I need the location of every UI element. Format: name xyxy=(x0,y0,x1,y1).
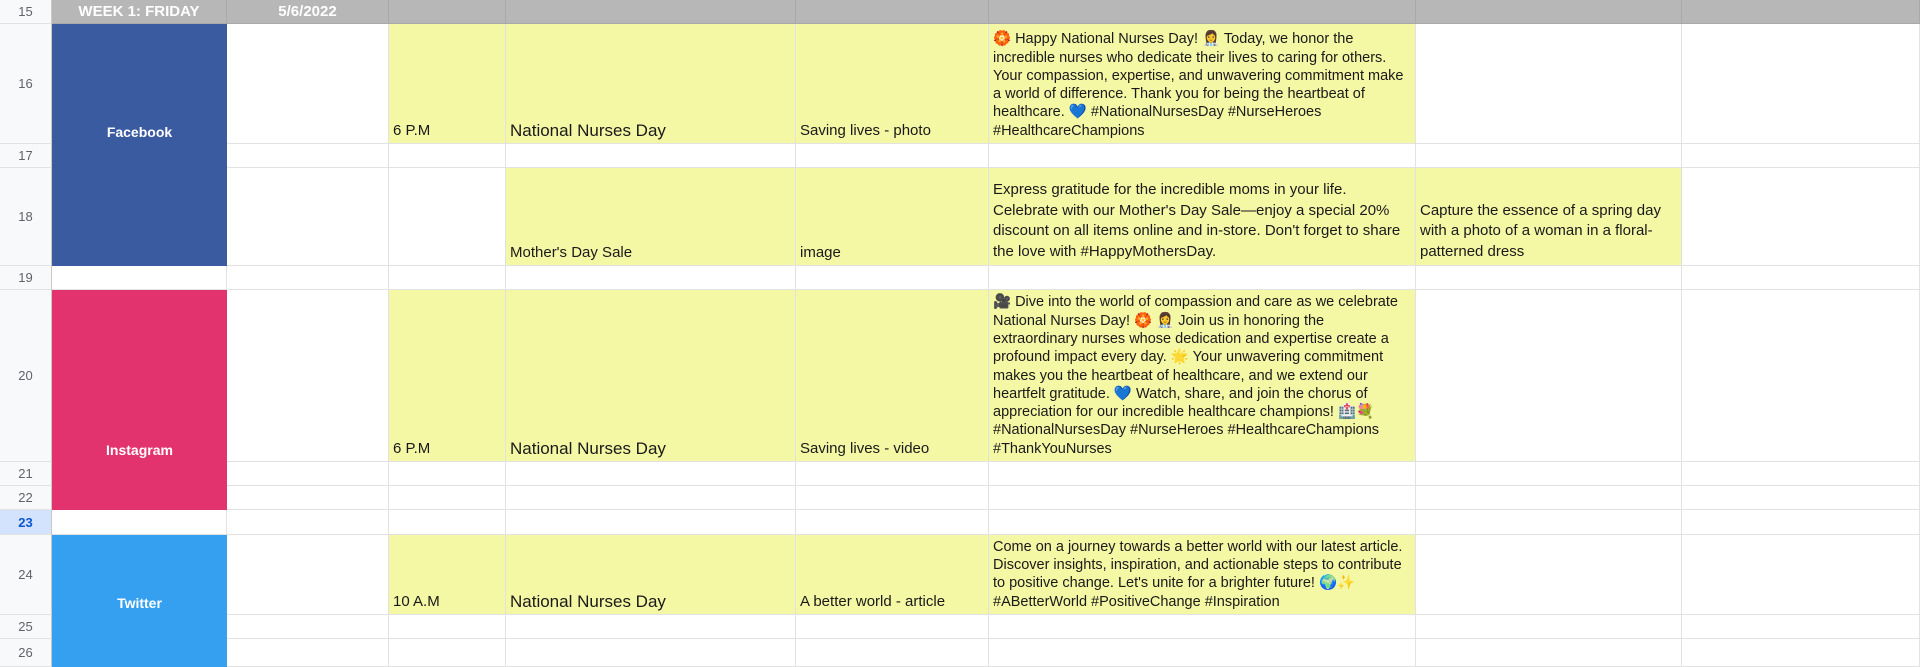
cell[interactable] xyxy=(796,266,989,290)
row-header-17[interactable]: 17 xyxy=(0,144,52,168)
cell[interactable] xyxy=(52,510,227,535)
post-title-cell[interactable]: National Nurses Day xyxy=(506,535,796,615)
date-cell[interactable]: 5/6/2022 xyxy=(227,0,389,24)
cell[interactable] xyxy=(796,486,989,510)
cell[interactable] xyxy=(1416,535,1682,615)
cell[interactable] xyxy=(796,615,989,639)
cell[interactable] xyxy=(989,510,1416,535)
platform-twitter[interactable]: Twitter xyxy=(52,535,227,615)
cell[interactable] xyxy=(1682,290,1920,462)
cell[interactable] xyxy=(989,615,1416,639)
cell[interactable] xyxy=(227,615,389,639)
header-cell[interactable] xyxy=(989,0,1416,24)
cell[interactable] xyxy=(1682,510,1920,535)
cell[interactable] xyxy=(989,266,1416,290)
row-header-25[interactable]: 25 xyxy=(0,615,52,639)
cell[interactable] xyxy=(796,639,989,667)
cell[interactable] xyxy=(389,639,506,667)
cell[interactable] xyxy=(1682,462,1920,486)
cell[interactable] xyxy=(1416,510,1682,535)
cell[interactable] xyxy=(1416,486,1682,510)
post-type-cell[interactable]: A better world - article xyxy=(796,535,989,615)
row-header-21[interactable]: 21 xyxy=(0,462,52,486)
cell[interactable] xyxy=(389,144,506,168)
row-header-22[interactable]: 22 xyxy=(0,486,52,510)
cell[interactable] xyxy=(796,462,989,486)
cell[interactable] xyxy=(1416,462,1682,486)
post-type-cell[interactable]: image xyxy=(796,168,989,266)
cell[interactable] xyxy=(1682,144,1920,168)
cell[interactable] xyxy=(506,266,796,290)
cell[interactable] xyxy=(389,266,506,290)
row-header-18[interactable]: 18 xyxy=(0,168,52,266)
cell[interactable] xyxy=(506,615,796,639)
cell[interactable] xyxy=(1416,639,1682,667)
header-cell[interactable] xyxy=(1416,0,1682,24)
cell[interactable] xyxy=(506,639,796,667)
post-type-cell[interactable]: Saving lives - photo xyxy=(796,24,989,144)
cell[interactable] xyxy=(227,462,389,486)
row-header-20[interactable]: 20 xyxy=(0,290,52,462)
cell[interactable] xyxy=(796,144,989,168)
cell[interactable] xyxy=(1682,535,1920,615)
cell[interactable] xyxy=(989,144,1416,168)
week-title-cell[interactable]: WEEK 1: FRIDAY xyxy=(52,0,227,24)
cell[interactable] xyxy=(506,462,796,486)
cell[interactable] xyxy=(227,24,389,144)
cell[interactable] xyxy=(1416,24,1682,144)
post-time-cell[interactable]: 6 P.M xyxy=(389,290,506,462)
cell[interactable] xyxy=(389,486,506,510)
cell[interactable] xyxy=(1416,266,1682,290)
cell[interactable] xyxy=(227,639,389,667)
post-copy-cell[interactable]: 🎥 Dive into the world of compassion and care as we celebrate National Nurses Day! 🏵️ 👩‍⚕️ Join us in honoring the extraordinary nurses whose dedication and expertise create a profound impact every day. 🌟 Your unwavering commitment makes you the heartbeat of healthcare, and we extend our heartfelt gratitude. 💙 Watch, share, and join the chorus of appreciation for our incredible healthcare champions! 🏥💐 #NationalNursesDay #NurseHeroes #HealthcareChampions #ThankYouNurses xyxy=(989,290,1416,462)
cell[interactable] xyxy=(227,510,389,535)
post-time-cell[interactable]: 10 A.M xyxy=(389,535,506,615)
cell[interactable] xyxy=(989,486,1416,510)
post-copy-cell[interactable]: Express gratitude for the incredible moms in your life. Celebrate with our Mother's Day Sale—enjoy a special 20% discount on all items online and in-store. Don't forget to share the love with #HappyMothersDay. xyxy=(989,168,1416,266)
post-title-cell[interactable]: Mother's Day Sale xyxy=(506,168,796,266)
cell[interactable] xyxy=(1682,266,1920,290)
cell[interactable] xyxy=(989,639,1416,667)
post-copy-cell[interactable]: 🏵️ Happy National Nurses Day! 👩‍⚕️ Today, we honor the incredible nurses who dedicate their lives to caring for others. Your compassion, expertise, and unwavering commitment make a world of difference. Thank you for being the heartbeat of healthcare. 💙 #NationalNursesDay #NurseHeroes #HealthcareChampions xyxy=(989,24,1416,144)
platform-twitter-cont[interactable] xyxy=(52,615,227,667)
platform-instagram-cont[interactable] xyxy=(52,462,227,510)
platform-facebook[interactable]: Facebook xyxy=(52,24,227,144)
header-cell[interactable] xyxy=(796,0,989,24)
cell[interactable] xyxy=(52,266,227,290)
row-header-19[interactable]: 19 xyxy=(0,266,52,290)
post-copy-cell[interactable]: Come on a journey towards a better world with our latest article. Discover insights, inspiration, and actionable steps to contribute to positive change. Let's unite for a brighter future! 🌍✨ #ABetterWorld #PositiveChange #Inspiration xyxy=(989,535,1416,615)
platform-facebook-cont[interactable] xyxy=(52,144,227,266)
post-title-cell[interactable]: National Nurses Day xyxy=(506,24,796,144)
cell[interactable] xyxy=(227,266,389,290)
cell[interactable] xyxy=(1416,615,1682,639)
row-header-16[interactable]: 16 xyxy=(0,24,52,144)
cell[interactable] xyxy=(506,144,796,168)
cell[interactable] xyxy=(1682,639,1920,667)
row-header-24[interactable]: 24 xyxy=(0,535,52,615)
cell[interactable] xyxy=(227,168,389,266)
post-title-cell[interactable]: National Nurses Day xyxy=(506,290,796,462)
cell[interactable] xyxy=(227,144,389,168)
cell[interactable] xyxy=(227,486,389,510)
image-note-cell[interactable]: Capture the essence of a spring day with a photo of a woman in a floral-patterned dress xyxy=(1416,168,1682,266)
cell[interactable] xyxy=(389,462,506,486)
cell[interactable] xyxy=(227,290,389,462)
cell[interactable] xyxy=(1416,144,1682,168)
platform-instagram[interactable]: Instagram xyxy=(52,290,227,462)
cell[interactable] xyxy=(506,510,796,535)
cell[interactable] xyxy=(796,510,989,535)
cell[interactable] xyxy=(506,486,796,510)
cell[interactable] xyxy=(227,535,389,615)
row-header-26[interactable]: 26 xyxy=(0,639,52,667)
header-cell[interactable] xyxy=(389,0,506,24)
row-header-15[interactable]: 15 xyxy=(0,0,52,24)
post-time-cell[interactable]: 6 P.M xyxy=(389,24,506,144)
cell[interactable] xyxy=(989,462,1416,486)
cell[interactable] xyxy=(1682,615,1920,639)
cell[interactable] xyxy=(389,615,506,639)
cell[interactable] xyxy=(389,168,506,266)
cell[interactable] xyxy=(1682,486,1920,510)
cell[interactable] xyxy=(1416,290,1682,462)
header-cell[interactable] xyxy=(1682,0,1920,24)
cell[interactable] xyxy=(1682,168,1920,266)
post-type-cell[interactable]: Saving lives - video xyxy=(796,290,989,462)
row-header-23[interactable]: 23 xyxy=(0,510,52,535)
cell[interactable] xyxy=(1682,24,1920,144)
header-cell[interactable] xyxy=(506,0,796,24)
cell[interactable] xyxy=(389,510,506,535)
